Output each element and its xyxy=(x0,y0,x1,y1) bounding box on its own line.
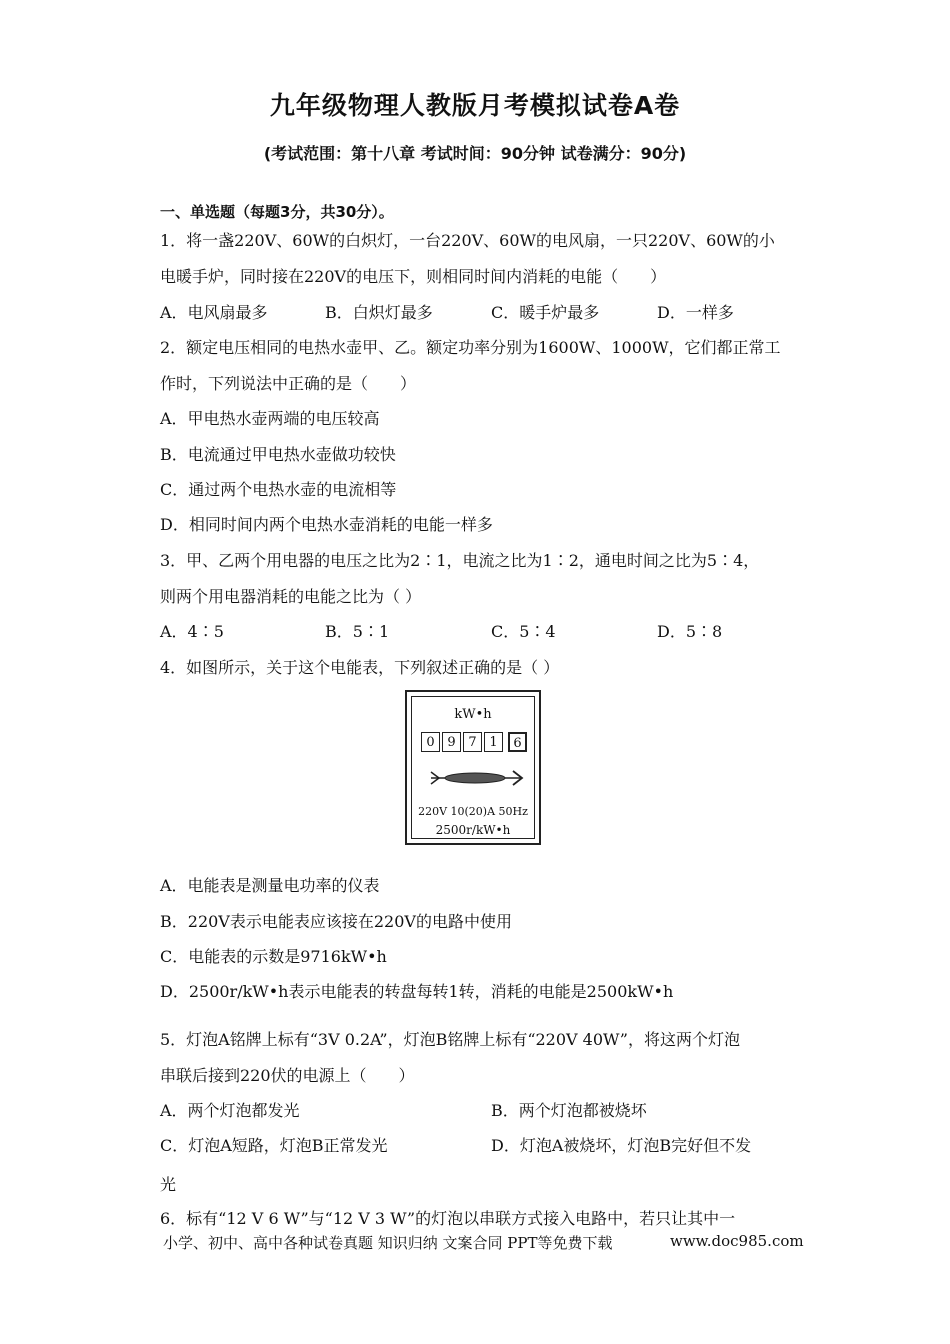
question-2-option-c: C．通过两个电热水壶的电流相等 xyxy=(160,480,397,499)
section-heading: 一、单选题（每题3分，共30分）。 xyxy=(160,203,394,221)
question-5-line-2: 串联后接到220伏的电源上（ ） xyxy=(160,1066,415,1085)
meter-digit: 7 xyxy=(463,732,482,752)
exam-info: (考试范围：第十八章 考试时间：90分钟 试卷满分：90分) xyxy=(263,144,687,163)
meter-digit: 1 xyxy=(484,732,503,752)
meter-constant: 2500r/kW•h xyxy=(435,823,511,837)
question-1-option-c: C．暖手炉最多 xyxy=(491,303,600,322)
question-5-option-b: B．两个灯泡都被烧坏 xyxy=(491,1101,647,1120)
question-4-option-b: B．220V表示电能表应该接在220V的电路中使用 xyxy=(160,912,512,931)
question-5-line-1: 5．灯泡A铭牌上标有“3V 0.2A”，灯泡B铭牌上标有“220V 40W”，将这两个灯泡 xyxy=(160,1030,740,1049)
question-2-option-b: B．电流通过甲电热水壶做功较快 xyxy=(160,445,396,464)
meter-panel xyxy=(411,696,535,839)
meter-digit-decimal: 6 xyxy=(508,732,527,752)
question-1-option-b: B．白炽灯最多 xyxy=(325,303,433,322)
question-4-option-a: A．电能表是测量电功率的仪表 xyxy=(160,876,380,895)
question-2-line-2: 作时，下列说法中正确的是（ ） xyxy=(160,374,417,393)
meter-digits xyxy=(421,732,529,752)
footer-text: 小学、初中、高中各种试卷真题 知识归纳 文案合同 PPT等免费下载 xyxy=(163,1234,613,1252)
energy-meter-figure xyxy=(405,690,541,845)
question-1-line-1: 1．将一盏220V、60W的白炽灯，一台220V、60W的电风扇，一只220V、60W的小 xyxy=(160,231,775,250)
question-2-option-d: D．相同时间内两个电热水壶消耗的电能一样多 xyxy=(160,515,493,534)
question-3-option-b: B．5∶1 xyxy=(325,622,390,641)
question-1-option-d: D．一样多 xyxy=(657,303,734,322)
meter-digit: 0 xyxy=(421,732,440,752)
meter-rating: 220V 10(20)A 50Hz xyxy=(418,805,528,818)
question-2-line-1: 2．额定电压相同的电热水壶甲、乙。额定功率分别为1600W、1000W，它们都正常工 xyxy=(160,338,781,357)
question-4-line-1: 4．如图所示，关于这个电能表，下列叙述正确的是（ ） xyxy=(160,658,560,677)
footer-link[interactable]: www.doc985.com xyxy=(670,1232,804,1250)
question-4-option-d: D．2500r/kW•h表示电能表的转盘每转1转，消耗的电能是2500kW•h xyxy=(160,982,674,1001)
question-3-line-2: 则两个用电器消耗的电能之比为（ ） xyxy=(160,587,422,606)
question-1-line-2: 电暖手炉，同时接在220V的电压下，则相同时间内消耗的电能（ ） xyxy=(160,267,667,286)
question-2-option-a: A．甲电热水壶两端的电压较高 xyxy=(160,409,380,428)
question-3-option-d: D．5∶8 xyxy=(657,622,723,641)
question-3-line-1: 3．甲、乙两个用电器的电压之比为2∶1，电流之比为1∶2，通电时间之比为5∶4， xyxy=(160,551,760,570)
question-5-option-d-wrap: 光 xyxy=(160,1175,177,1194)
question-5-option-a: A．两个灯泡都发光 xyxy=(160,1101,300,1120)
meter-unit-label: kW•h xyxy=(454,707,492,722)
rotation-arrow-icon xyxy=(429,767,525,789)
question-6-line-1: 6．标有“12 V 6 W”与“12 V 3 W”的灯泡以串联方式接入电路中，若只让其中一 xyxy=(160,1209,736,1228)
question-5-option-c: C．灯泡A短路，灯泡B正常发光 xyxy=(160,1136,388,1155)
question-4-option-c: C．电能表的示数是9716kW•h xyxy=(160,947,387,966)
question-1-option-a: A．电风扇最多 xyxy=(160,303,268,322)
question-3-option-a: A．4∶5 xyxy=(160,622,224,641)
meter-digit: 9 xyxy=(442,732,461,752)
question-3-option-c: C．5∶4 xyxy=(491,622,556,641)
page-title: 九年级物理人教版月考模拟试卷A卷 xyxy=(269,91,681,120)
question-5-option-d: D．灯泡A被烧坏，灯泡B完好但不发 xyxy=(491,1136,752,1155)
